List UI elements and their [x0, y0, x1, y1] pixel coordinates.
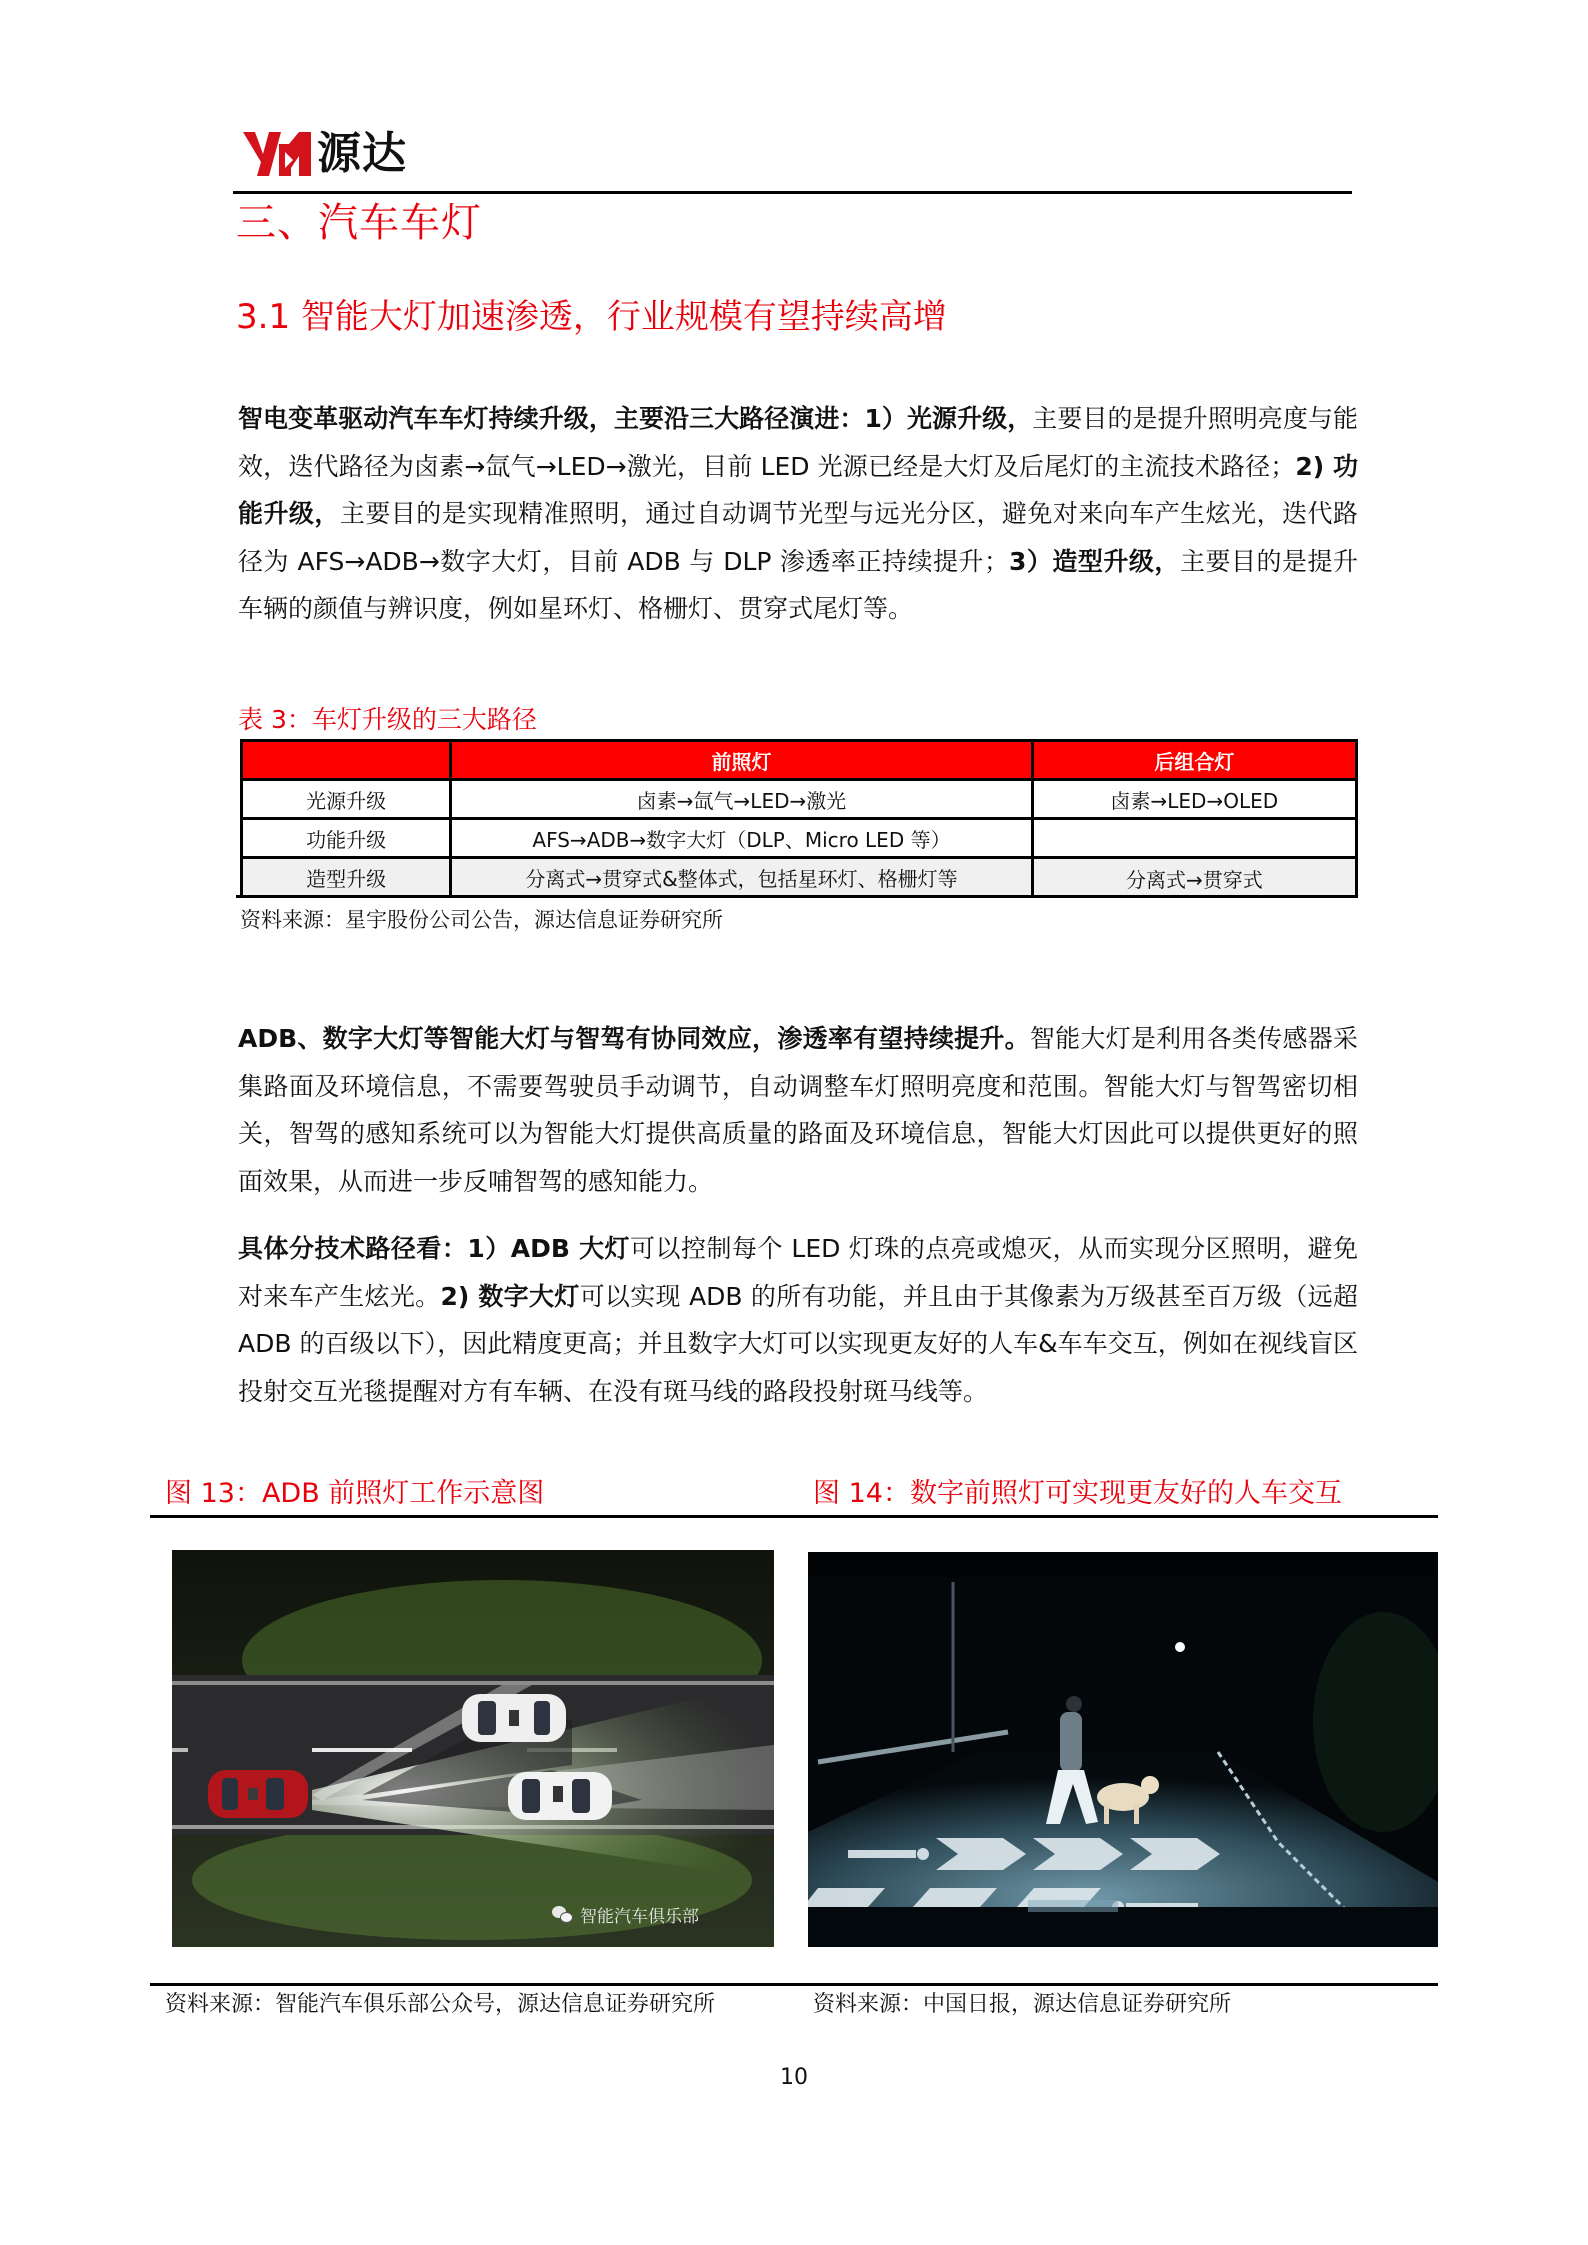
- image-watermark: [552, 1902, 699, 1927]
- figure-13-image: [172, 1550, 774, 1947]
- table-caption: 表 3：车灯升级的三大路径: [238, 705, 537, 734]
- paragraph-text: 主要目的是提升车辆的颜值与辨识度，例如星环灯、格栅灯、贯穿式尾灯等。: [238, 546, 1358, 623]
- header-divider: [233, 191, 1352, 194]
- subsection-title: 3.1 智能大灯加速渗透，行业规模有望持续高增: [236, 297, 947, 337]
- paragraph-lead: 具体分技术路径看：1）ADB 大灯: [238, 1234, 631, 1263]
- paragraph-bold: 3）造型升级，: [1008, 546, 1180, 576]
- table-cell: 造型升级: [242, 858, 451, 897]
- table-cell: 卤素→LED→OLED: [1032, 780, 1356, 819]
- brand-logo: [241, 124, 407, 184]
- figure-14-source: 资料来源：中国日报，源达信息证券研究所: [813, 1992, 1232, 2017]
- paragraph-text: 可以控制每个 LED 灯珠的点亮或熄灭，从而实现分区照明，避免对来车产生炫光。: [238, 1234, 1358, 1311]
- paragraph-upgrade-paths: [238, 395, 1358, 633]
- table-cell: 卤素→氙气→LED→激光: [451, 780, 1032, 819]
- table-cell: AFS→ADB→数字大灯（DLP、Micro LED 等）: [451, 819, 1032, 858]
- paragraph-bold: 2) 数字大灯: [440, 1281, 580, 1311]
- white-car-icon: [462, 1694, 566, 1742]
- table-header-cell: [242, 741, 451, 780]
- table-cell: [1032, 819, 1356, 858]
- table-cell: 光源升级: [242, 780, 451, 819]
- adb-headlight-illustration: [172, 1550, 774, 1947]
- table-header-cell: 前照灯: [451, 741, 1032, 780]
- paragraph-text: 智能大灯是利用各类传感器采集路面及环境信息，不需要驾驶员手动调节，自动调整车灯照明亮度和范围。智能大灯与智驾密切相关，智驾的感知系统可以为智能大灯提供高质量的路面及环境信息，智能大灯因此可以提供更好的照面效果，从而进一步反哺智驾的感知能力。: [238, 1024, 1358, 1196]
- red-car-icon: [208, 1770, 308, 1818]
- table-cell: 功能升级: [242, 819, 451, 858]
- figure-top-divider: [150, 1515, 1438, 1518]
- table-row: [242, 858, 1357, 897]
- table-header-row: [242, 741, 1357, 780]
- paragraph-text: 主要目的是提升照明亮度与能效，迭代路径为卤素→氙气→LED→激光，目前 LED 光源已经是大灯及后尾灯的主流技术路径；: [238, 404, 1358, 481]
- paragraph-tech-paths: [238, 1225, 1358, 1415]
- section-title: 三、汽车车灯: [236, 200, 482, 246]
- figure-13-source: 资料来源：智能汽车俱乐部公众号，源达信息证券研究所: [165, 1992, 716, 2017]
- table-cell: 分离式→贯穿式: [1032, 858, 1356, 897]
- table-header-cell: 后组合灯: [1032, 741, 1356, 780]
- white-car-icon: [508, 1772, 612, 1820]
- wechat-icon: [552, 1906, 574, 1924]
- table-row: [242, 819, 1357, 858]
- page-number: 10: [780, 2065, 808, 2090]
- figure-14-image: [808, 1552, 1438, 1947]
- table-cell: 分离式→贯穿式&整体式，包括星环灯、格栅灯等: [451, 858, 1032, 897]
- figure-13-caption: 图 13：ADB 前照灯工作示意图: [165, 1478, 545, 1509]
- watermark-text: 智能汽车俱乐部: [580, 1907, 699, 1927]
- digital-headlight-crosswalk-photo: [808, 1552, 1438, 1947]
- table-source: 资料来源：星宇股份公司公告，源达信息证券研究所: [240, 908, 723, 932]
- upgrade-paths-table: [240, 739, 1358, 898]
- figure-14-caption: 图 14：数字前照灯可实现更友好的人车交互: [813, 1478, 1342, 1509]
- yd-logo-mark-icon: [241, 128, 317, 180]
- paragraph-synergy: [238, 1015, 1358, 1205]
- paragraph-lead: 智电变革驱动汽车车灯持续升级，主要沿三大路径演进：1）光源升级，: [238, 404, 1033, 433]
- paragraph-lead: ADB、数字大灯等智能大灯与智驾有协同效应，渗透率有望持续提升。: [238, 1024, 1030, 1053]
- paragraph-bold: 2) 功能升级，: [238, 451, 1358, 528]
- table-row: [242, 780, 1357, 819]
- figure-bottom-divider: [150, 1983, 1438, 1986]
- brand-name: 源达: [317, 128, 407, 179]
- paragraph-text: 可以实现 ADB 的所有功能，并且由于其像素为万级甚至百万级（远超 ADB 的百级以下），因此精度更高；并且数字大灯可以实现更友好的人车&车车交互，例如在视线盲区投射交互光毯提醒对方有车辆、在没有斑马线的路段投射斑马线等。: [238, 1281, 1358, 1406]
- paragraph-text: 主要目的是实现精准照明，通过自动调节光型与远光分区，避免对来向车产生炫光，迭代路径为 AFS→ADB→数字大灯，目前 ADB 与 DLP 渗透率正持续提升；: [238, 499, 1358, 576]
